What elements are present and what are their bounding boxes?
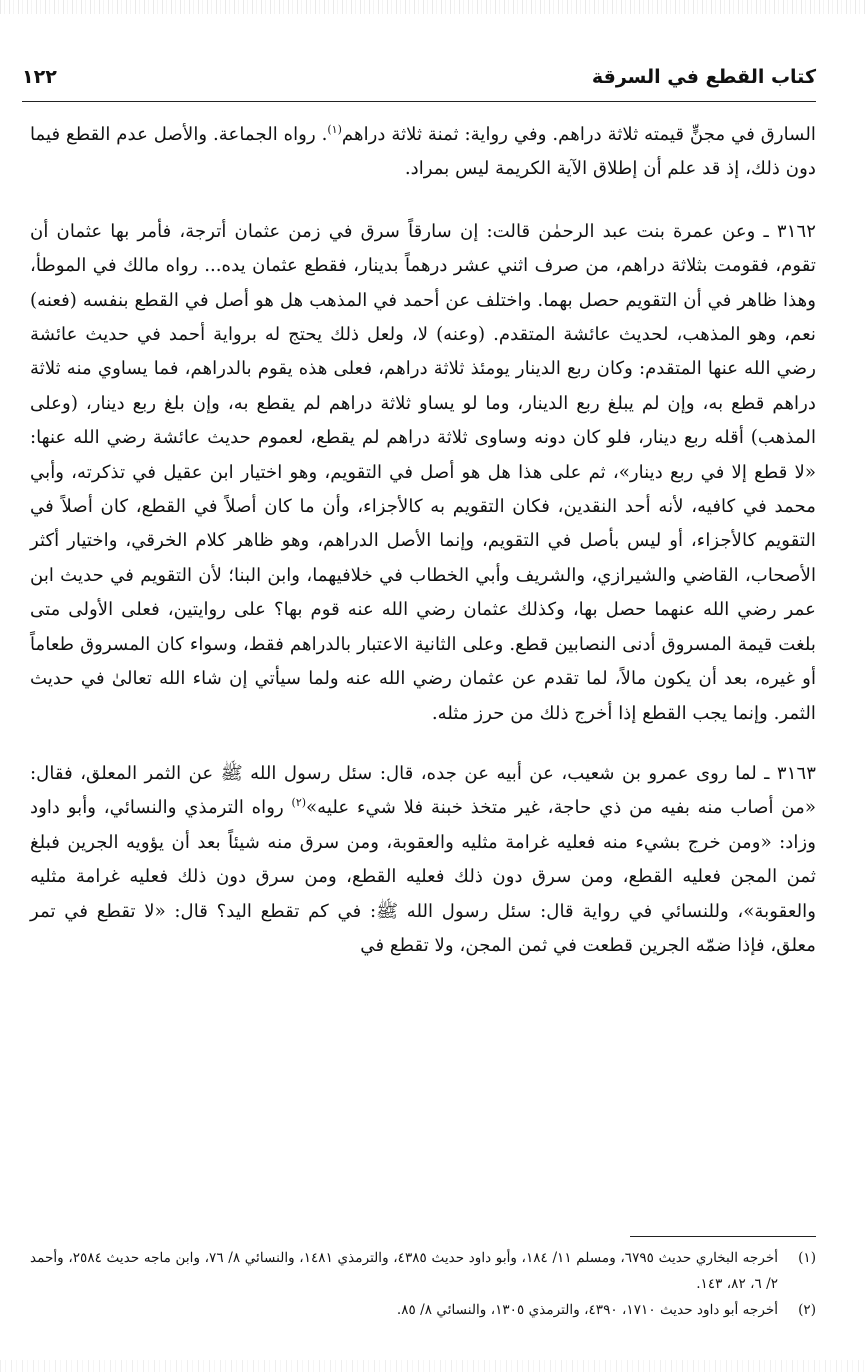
paragraph-continuation xyxy=(30,118,816,187)
paragraph-text: ٣١٦٣ ـ لما روى عمرو بن شعيب، عن أبيه عن جده، قال: سئل رسول الله ﷺ عن الثمر المعلق، فقال: «من أصاب منه بفيه من ذي حاجة، غير متخذ خبنة فلا شيء عليه» xyxy=(30,762,817,819)
footnote-1 xyxy=(30,1245,816,1297)
paragraph-3163 xyxy=(30,757,816,963)
running-header xyxy=(22,62,816,102)
footnote-text: أخرجه البخاري حديث ٦٧٩٥، ومسلم ١١/ ١٨٤، وأبو داود حديث ٤٣٨٥، والترمذي ١٤٨١، والنسائي ٨/ ٧٦، وابن ماجه حديث ٢٥٨٤، وأحمد ٢/ ٦، ٨٢، ١٤٣. xyxy=(30,1250,778,1292)
footnote-rule xyxy=(630,1236,816,1237)
scan-noise-top xyxy=(0,0,868,14)
footnote-ref[interactable]: (٢) xyxy=(291,796,307,810)
page-number: ١٢٢ xyxy=(22,66,57,88)
footnotes xyxy=(30,1245,816,1323)
main-text xyxy=(30,118,816,983)
paragraph-text: رواه الترمذي والنسائي، وأبو داود وزاد: «ومن خرج بشيء منه فعليه غرامة مثليه والعقوبة، ومن سرق منه شيئاً بعد أن يؤويه الجرين فبلغ ثمن المجن فعليه القطع، ومن سرق دون ذلك فعليه القطع، ومن سرق دون ذلك فعليه غرامة مثليه والعقوبة»، وللنسائي في رواية قال: سئل رسول الله ﷺ: في كم تقطع اليد؟ قال: «لا تقطع في تمر معلق، فإذا ضمّه الجرين قطعت في ثمن المجن، ولا تقطع في xyxy=(30,797,816,956)
footnote-2 xyxy=(30,1297,816,1323)
footnote-number: (٢) xyxy=(798,1302,816,1318)
paragraph-3162: ٣١٦٢ ـ وعن عمرة بنت عبد الرحمٰن قالت: إن سارقاً سرق في زمن عثمان أترجة، فأمر بها عثمان أن تقوم، فقومت بثلاثة دراهم، من صرف اثني عشر درهماً بدينار، فقطع عثمان يده... رواه مالك في الموطأ، وهذا ظاهر في أن التقويم حصل بهما. واختلف عن أحمد في المذهب هل هو أصل في القطع بنفسه (فعنه) نعم، وهو المذهب، لحديث عائشة المتقدم. (وعنه) لا، ولعل ذلك يحتج له برواية أحمد في حديث عائشة رضي الله عنها المتقدم: وكان ربع الدينار يومئذ ثلاثة دراهم، فعلى هذه يقوم بالدراهم، فما يساوي منه ثلاثة دراهم قطع به، وإن لم يبلغ ربع الدينار، وما لو يساو ثلاثة دراهم لم يقطع به، وإن بلغ ربع دينار، (وعلى المذهب) أقله ربع دينار، فلو كان دونه وساوى ثلاثة دراهم لم يقطع، لعموم حديث عائشة رضي الله عنها: «لا قطع إلا في ربع دينار»، ثم على هذا هل هو أصل في التقويم، وهو اختيار ابن عقيل في تذكرته، وأبي محمد في كافيه، لأنه أحد النقدين، فكان التقويم به كالأجزاء، وأن ما كان أصلاً في القطع، كان أصلاً في التقويم كالأجزاء، أو ليس بأصل في التقويم، وإنما الأصل الدراهم، وهو ظاهر كلام الخرقي، واختيار أكثر الأصحاب، القاضي والشيرازي، والشريف وأبي الخطاب في خلافيهما، وابن البنا؛ لأن التقويم في حديث ابن عمر رضي الله عنهما حصل بها، وكذلك عثمان رضي الله عنه قوم بها؟ على روايتين، فعلى الأولى متى بلغت قيمة المسروق أدنى النصابين قطع. وعلى الثانية الاعتبار بالدراهم فقط، وسواء كان المسروق طعاماً أو غيره، بعد أن يكون مالاً، لما تقدم عن عثمان رضي الله عنه ولما سيأتي إن شاء الله تعالىٰ في حديث الثمر. وإنما يجب القطع إذا أخرج ذلك من حرز مثله. xyxy=(30,220,816,724)
paragraph-text: السارق في مجنٍّ قيمته ثلاثة دراهم. وفي رواية: ثمنة ثلاثة دراهم xyxy=(341,124,816,145)
paragraph-text: . رواه الجماعة. والأصل عدم القطع فيما دون ذلك، إذ قد علم أن إطلاق الآية الكريمة ليس بمراد. xyxy=(30,124,816,180)
footnote-text: أخرجه أبو داود حديث ١٧١٠، ٤٣٩٠، والترمذي ١٣٠٥، والنسائي ٨/ ٨٥. xyxy=(396,1302,778,1318)
running-title: كتاب القطع في السرقة xyxy=(591,66,816,88)
header-rule xyxy=(22,101,816,102)
scan-noise-bottom xyxy=(0,1360,868,1372)
footnote-number: (١) xyxy=(798,1250,816,1266)
footnote-ref[interactable]: (١) xyxy=(327,122,342,136)
